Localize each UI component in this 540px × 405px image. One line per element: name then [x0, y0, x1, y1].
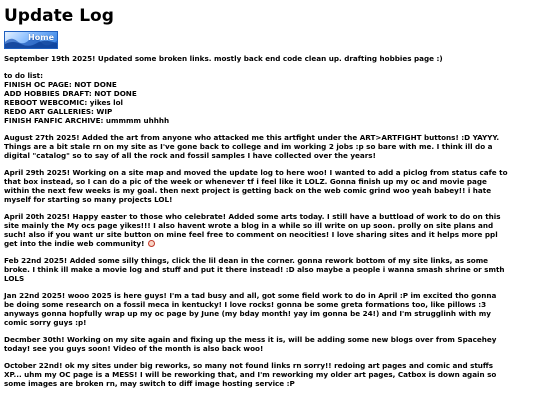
log-entry-jan-22: [4, 291, 536, 327]
log-line: that box instead, so I can do a pic of the week or whenever tf i feel like it LOLZ. Gonna finish up my oc and movie page: [4, 177, 487, 186]
todo-list: [4, 71, 536, 125]
log-line: April 20th 2025! Happy easter to those who celebrate! Added some arts today. I still have a buttload of work to do on this: [4, 212, 501, 221]
home-button-label: Home: [28, 33, 54, 42]
log-entry-sep-19: September 19th 2025! Updated some broken links. mostly back end code clean up. drafting hobbies page :): [4, 54, 443, 63]
todo-header: to do list:: [4, 71, 43, 80]
log-line: broke. I think ill make a movie log and stuff and put it there instead! :D also maybe a people i wanna smash shrine or smth: [4, 265, 505, 274]
log-line: April 29th 2025! Working on a site map and moved the update log to here woo! I wanted to add a piclog from status cafe to: [4, 168, 508, 177]
todo-item: FINISH OC PAGE: NOT DONE: [4, 80, 117, 89]
log-line: anyways gonna hopfully wrap up my oc page by June (my bday month! yay im gonna be 24!) and I'm strugglinh with my: [4, 309, 491, 318]
log-line: August 27th 2025! Added the art from anyone who attacked me this artfight under the ART>ARTFIGHT buttons! :D YAYYY.: [4, 133, 500, 142]
log-entry-aug-27: [4, 133, 536, 160]
log-line: Feb 22nd 2025! Added some silly things, click the lil dean in the corner. gonna rework bottom of my site links, as some: [4, 256, 489, 265]
todo-item: REBOOT WEBCOMIC: yikes lol: [4, 98, 123, 107]
log-line: comic sorry guys :p!: [4, 318, 87, 327]
home-button[interactable]: [4, 31, 58, 49]
log-entry-oct-22: [4, 361, 536, 388]
log-line: Things are a bit stale rn on my site as I've gone back to college and im working 2 jobs :p so bare with me. I think ill do a: [4, 142, 493, 151]
log-line: Jan 22nd 2025! wooo 2025 is here guys! I'm a tad busy and all, got some field work to do in April :P im excited tho gonna: [4, 291, 497, 300]
log-entry-apr-20: [4, 212, 536, 248]
log-line: be doing some research on a fossil meca in kentucky! I love rocks! gonna be some greta formations too, like pillows :3: [4, 300, 487, 309]
log-line: XP... uhm my OC page is a MESS! I will be reworking that, and I'm reworking my older art pages, Catbox is down again so: [4, 370, 497, 379]
log-line: site mainly the My ocs page yikes!!! I also havent wrote a blog in a while so ill write on up soon. prolly on site plans and: [4, 221, 494, 230]
log-line: such! also if you want ur site button on mine feel free to comment on neocities! I love sharing sites and it helps more ppl: [4, 230, 498, 239]
log-line: within the next few weeks is my goal. then next project is getting back on the web comic grind woo yeah babey!! i hate: [4, 186, 492, 195]
log-line: LOLS: [4, 274, 25, 283]
log-entry-dec-30: [4, 335, 536, 353]
smiley-icon: [148, 240, 155, 247]
todo-item: FINISH FANFIC ARCHIVE: ummmm uhhhh: [4, 116, 170, 125]
log-line: October 22nd! ok my sites under big reworks, so many not found links rn sorry!! redoing art pages and comic and stuffs: [4, 361, 494, 370]
log-entry-feb-22: [4, 256, 536, 283]
todo-item: REDO ART GALLERIES: WIP: [4, 107, 113, 116]
log-line: digital "catalog" so to say of all the rock and fossil samples I have collected over the years!: [4, 151, 376, 160]
log-line: Decmber 30th! Working on my site again and fixing up the mess it is, will be adding some new blogs over from Spacehey: [4, 335, 497, 344]
log-line: today! see you guys soon! Video of the month is also back woo!: [4, 344, 264, 353]
todo-item: ADD HOBBIES DRAFT: NOT DONE: [4, 89, 137, 98]
page-title: Update Log: [4, 6, 114, 26]
log-line: some images are broken rn, may switch to diff image hosting service :P: [4, 379, 295, 388]
log-line: myself for starting so many projects LOL!: [4, 195, 173, 204]
log-entry-apr-29: [4, 168, 536, 204]
log-line: get into the indie web community!: [4, 239, 145, 248]
